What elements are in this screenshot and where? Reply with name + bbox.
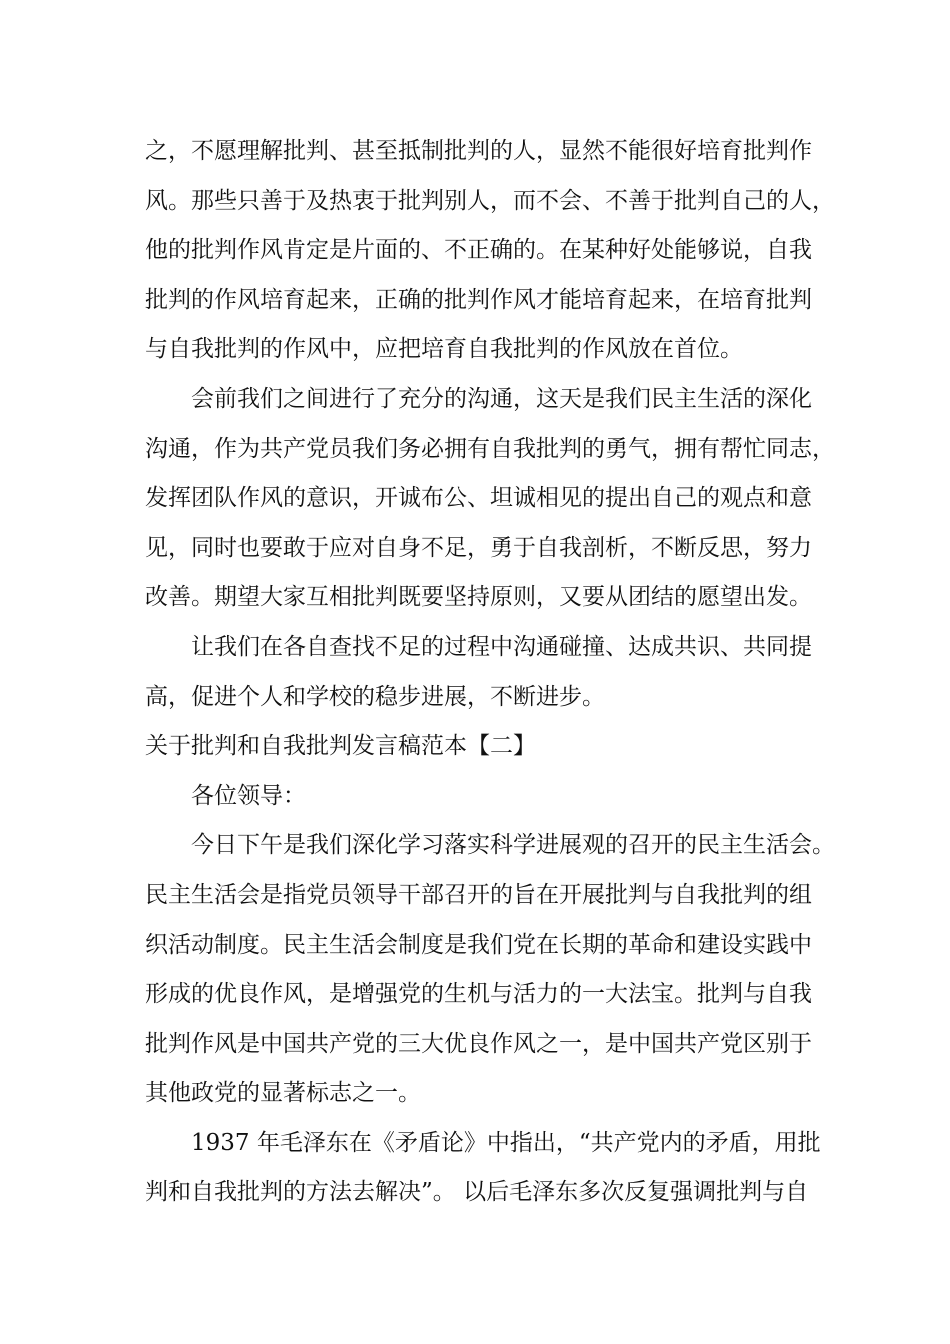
text-line: 发挥团队作风的意识，开诚布公、坦诚相见的提出自己的观点和意: [145, 485, 812, 512]
text-line: 形成的优良作风，是增强党的生机与活力的一大法宝。批判与自我: [145, 981, 812, 1008]
text-line: 高，促进个人和学校的稳步进展，不断进步。: [145, 683, 605, 710]
text-line: 风。那些只善于及热衷于批判别人，而不会、不善于批判自己的人，: [145, 187, 835, 214]
document-body: [145, 127, 835, 1218]
text-line: 会前我们之间进行了充分的沟通，这天是我们民主生活的深化: [191, 385, 812, 412]
text-line: 沟通，作为共产党员我们务必拥有自我批判的勇气，拥有帮忙同志，: [145, 435, 835, 462]
text-line: 批判的作风培育起来，正确的批判作风才能培育起来，在培育批判: [145, 286, 812, 313]
text-line: 与自我批判的作风中，应把培育自我批判的作风放在首位。: [145, 336, 743, 363]
text-line: 之，不愿理解批判、甚至抵制批判的人，显然不能很好培育批判作: [145, 138, 812, 164]
text-line: 他的批判作风肯定是片面的、不正确的。在某种好处能够说，自我: [145, 237, 812, 264]
text-line: 判和自我批判的方法去解决”。 以后毛泽东多次反复强调批判与自: [145, 1179, 809, 1206]
text-line: 见，同时也要敢于应对自身不足，勇于自我剖析，不断反思，努力: [145, 534, 812, 561]
text-line: 民主生活会是指党员领导干部召开的旨在开展批判与自我批判的组: [145, 881, 812, 908]
text-line: 让我们在各自查找不足的过程中沟通碰撞、达成共识、共同提: [191, 633, 812, 660]
greeting: 各位领导：: [191, 782, 306, 809]
text-line: 1937 年毛泽东在《矛盾论》中指出，“共产党内的矛盾，用批: [191, 1129, 821, 1156]
text-line: 其他政党的显著标志之一。: [145, 1080, 421, 1107]
text-line: 织活动制度。民主生活会制度是我们党在长期的革命和建设实践中: [145, 931, 812, 958]
text-line: 改善。期望大家互相批判既要坚持原则，又要从团结的愿望出发。: [145, 584, 812, 611]
text-line: 今日下午是我们深化学习落实科学进展观的召开的民主生活会。: [191, 832, 835, 859]
text-line: 批判作风是中国共产党的三大优良作风之一，是中国共产党区别于: [145, 1030, 812, 1057]
section-heading: 关于批判和自我批判发言稿范本【二】: [145, 733, 536, 760]
